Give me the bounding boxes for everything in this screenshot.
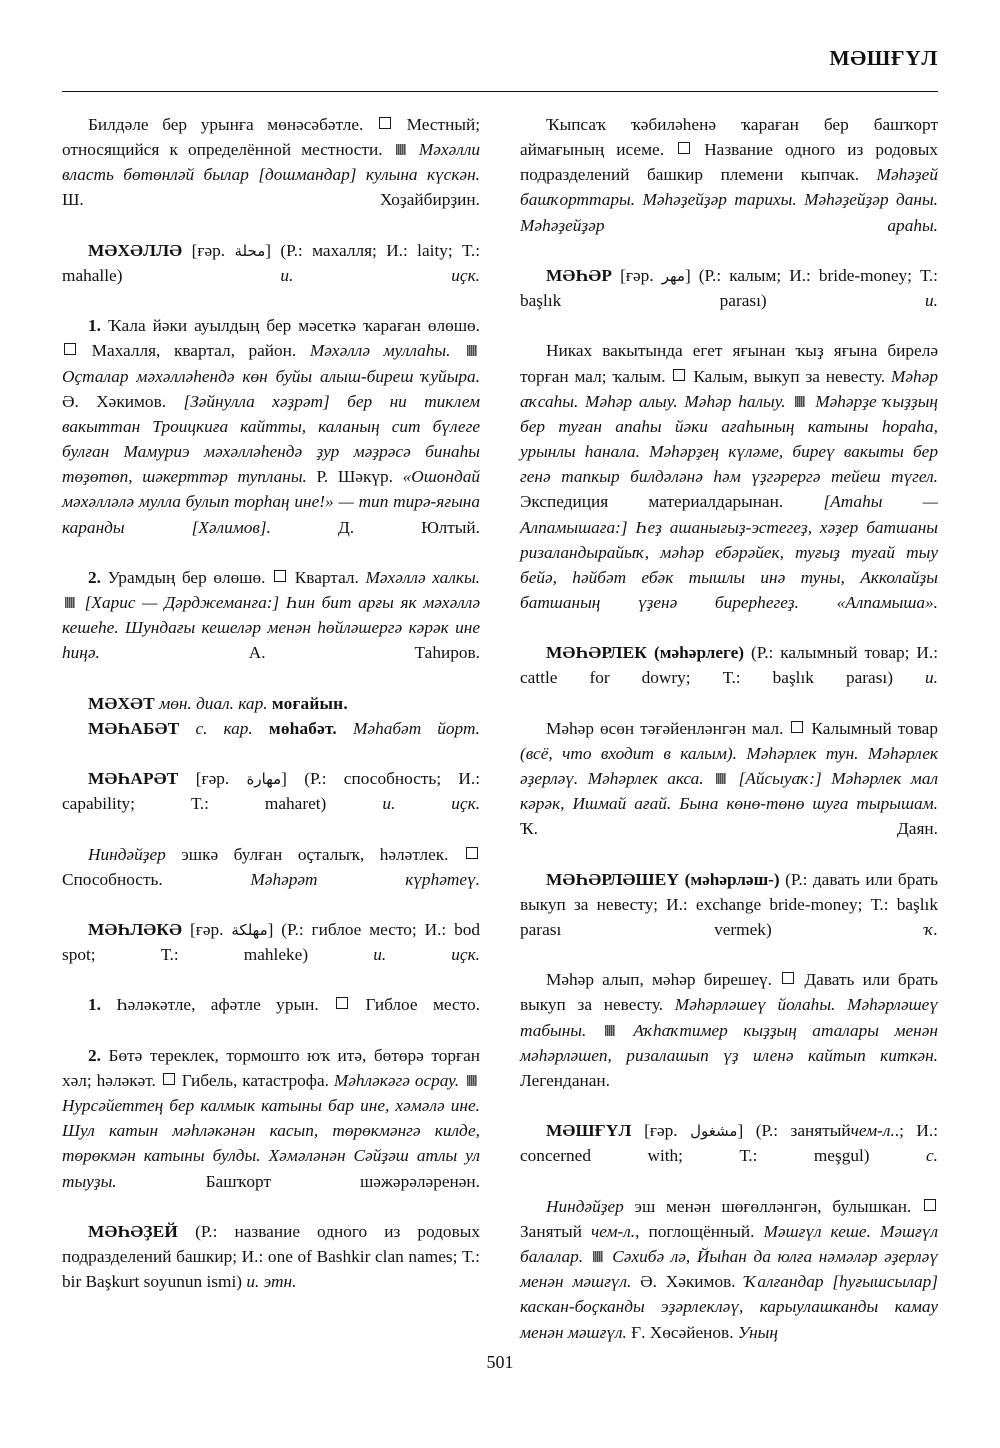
- entry-labels: мөн. диал. кар.: [159, 693, 268, 713]
- entry-mehabet: [62, 716, 480, 766]
- entry-labels: с. кар.: [195, 718, 253, 738]
- sense-definition: Бөтә тереклек, тормошто юҡ итә, бөтөрә торған хәл; һәләкәт.: [62, 1045, 481, 1090]
- sense-example: Мәхәллә халкы.: [365, 567, 480, 587]
- entry-example: Мәһабәт йорт.: [353, 718, 480, 738]
- equivalents-italic-note: чем-л.: [850, 1121, 895, 1141]
- citation-source: Д. Юлтый.: [337, 517, 480, 537]
- headword: МӘХӘЛЛӘ: [88, 240, 183, 260]
- open-square-marker-icon: [274, 570, 286, 582]
- definition-text: эш менән шөғөлләнгән, булышкан.: [634, 1196, 912, 1216]
- sense-gloss-ru: Гибель, катастрофа.: [181, 1070, 329, 1090]
- headword: МӘҺӘРЛЕК: [546, 643, 648, 663]
- citation-source: Р. Шәкүр.: [316, 467, 393, 487]
- grammar-label: и. этн.: [246, 1272, 297, 1292]
- grammar-label: с.: [926, 1146, 938, 1166]
- citation-text: Оҫталар мәхәлләһендә көн буйы алыш-биреш ҡуйыра.: [62, 366, 480, 386]
- headword: МӘҺӘҘЕЙ: [88, 1221, 179, 1241]
- entry-meherleshew-head: [520, 867, 938, 968]
- citation-text: «Ошондай мәхәлләлә мулла булып торһаң ине!» — тип тирә-яғына каранды [Хәлимов].: [62, 467, 480, 537]
- etym-arabic: محلة: [234, 241, 266, 260]
- entry-examples: Мәһәр аҡсаһы. Мәһәр алыу. Мәһәр һалыу.: [520, 366, 938, 411]
- citation-text: [Зәйнулла хәҙрәт] бер ни тиклем вакыттан Троицкиға кайтты, каланың сит бүлеге булған Мамуриэ мәхәлләһендә ҙур мәҙрәсә бинаһы төҙөтөп, шәкерттәр тупланы.: [62, 391, 480, 487]
- equivalents-post: .; И.: concerned with; Т.: meşgul): [520, 1121, 938, 1166]
- citation-source: «Алпамыша».: [836, 592, 938, 612]
- grammar-label: и. иҫк.: [280, 265, 480, 285]
- filled-square-marker-icon: [396, 144, 406, 155]
- filled-square-marker-icon: [605, 1025, 615, 1036]
- running-head: [62, 48, 938, 100]
- entry-meharet-body: [62, 842, 480, 917]
- left-column: [62, 112, 480, 1345]
- continued-citation: Мәхәлли власть бөтөнләй былар [дошмандар] кулына күскән.: [62, 140, 480, 185]
- open-square-marker-icon: [924, 1199, 936, 1211]
- gloss-ru: Калым, выкуп за невесту.: [693, 366, 886, 386]
- filled-square-marker-icon: [65, 597, 75, 608]
- citation-text: Мәһәрҙе ҡыҙҙың бер туған апаһы йәки ағаһының катыны һораһа, урынлы һанала. Мәһәрҙең күләме, биреү вакыты бер генә тапкыр билдәләнә һәм үҙгәрергә тейеш түгел.: [520, 391, 938, 487]
- citation-source: Ә. Хәкимов.: [62, 391, 167, 411]
- etym-arabic: مهر: [661, 266, 685, 285]
- sense-1-mexelle: [62, 313, 480, 565]
- citation-text-continued: Уның: [737, 1322, 778, 1342]
- filled-square-marker-icon: [795, 396, 805, 407]
- entry-meshgul-head: МӘШҒҮЛ [ғәр. مشغول] (Р.: занятыйчем-л..; И.: concerned with; Т.: meşgul) с.: [520, 1121, 938, 1166]
- headword: МӘХӘТ: [88, 693, 155, 713]
- sense-gloss-ru: Квартал.: [294, 567, 359, 587]
- cross-reference: мөһабәт.: [268, 718, 337, 738]
- sense-2-mehleke: [62, 1043, 480, 1219]
- open-square-marker-icon: [791, 721, 803, 733]
- gloss-ru-post: , поглощённый.: [635, 1221, 755, 1241]
- open-square-marker-icon: [673, 369, 685, 381]
- equivalents: (Р.: калым; И.: bride-money; Т.: başlık parası): [520, 265, 938, 311]
- entry-meshgul-body: [520, 1194, 938, 1345]
- filled-square-marker-icon: [593, 1251, 603, 1262]
- sense-2-mexelle: [62, 565, 480, 691]
- citation-text: [Атаһы — Алпамышаға:] Һеҙ ашанығыҙ-эстегеҙ, хәҙер батшаны ризаландырайыҡ, мәһәр ебәрәйек, туғыҙ туғай тыу бейә, һәйбәт ебәк тышлы инә туны, Акколайҙы батшаның үҙенә бирерһегеҙ.: [520, 492, 938, 612]
- grammar-label: и. иҫк.: [382, 794, 481, 814]
- citation-source: Легенданан.: [520, 1070, 611, 1090]
- header-divider: [62, 91, 938, 92]
- headword: МӘШҒҮЛ: [546, 1121, 632, 1141]
- headword: МӘҺӘР: [546, 265, 613, 285]
- citation-text: [Харис — Дәрджеманға:] Һин бит арғы як мәхәллә кешеһе. Шундағы кешеләр менән һөйләшергә кәрәк ине һиңә.: [62, 592, 480, 663]
- etym-language: ғәр.: [195, 920, 224, 939]
- etym-language: ғәр.: [649, 1121, 678, 1141]
- page-number: 501: [486, 1352, 514, 1372]
- entry-meher-head: МӘҺӘР [ғәр. مهر] (Р.: калым; И.: bride-money; Т.: başlık parası) и.: [520, 265, 938, 311]
- entry-meher-body: [520, 338, 938, 640]
- open-square-marker-icon: [782, 972, 794, 984]
- entry-mexet: [62, 691, 480, 716]
- sense-definition: Урамдың бер өлөшө.: [107, 567, 266, 587]
- entry-meherleshew-body: [520, 967, 938, 1118]
- headword: МӘҺАБӘТ: [88, 718, 180, 738]
- equivalents: (Р.: калымный товар; И.: cattle for dowry; Т.: başlık parası): [520, 643, 939, 688]
- equivalents: (Р.: название одного из родовых подразделений башкир; И.: one of Bashkir clan names; Т.: bir Başkurt soyunun ismi): [62, 1221, 480, 1292]
- entry-example: Мәһәрәт күрһәтеү.: [250, 869, 480, 889]
- citation-source: Ҡ. Даян.: [520, 819, 938, 839]
- sense-example: Мәһләкәгә осрау.: [333, 1070, 460, 1090]
- sense-number: 1.: [88, 316, 101, 336]
- headword: МӘҺАРӘТ: [88, 769, 179, 789]
- equivalents: (Р.: махалля; И.: laity; Т.: mahalle): [62, 240, 481, 285]
- entry-mexelle-head: МӘХӘЛЛӘ [ғәр. محلة] (Р.: махалля; И.: laity; Т.: mahalle) и. иҫк.: [62, 240, 481, 285]
- citation-source: Экспедиция материалдарынан.: [520, 492, 784, 512]
- filled-square-marker-icon: [467, 1075, 477, 1086]
- filled-square-marker-icon: [467, 345, 477, 356]
- citation-text: Нурсәйеттең бер калмык катыны бар ине, хәмәлә ине. Шул катын мәһләкәнән касып, төрөкмәнгә килде, төрөкмән катыны булды. Хәмәләнән Сәйҙәш атлы ул тыуҙы.: [62, 1096, 480, 1191]
- continued-entry-left: [62, 112, 480, 238]
- continued-gloss-ru: Название одного из родовых подразделений башкир племени кыпчак.: [520, 140, 938, 185]
- gloss-ru-italic-note: чем-л.: [590, 1221, 636, 1241]
- equivalents: (Р.: способность; И.: capability; Т.: maharet): [62, 769, 480, 814]
- citation-source: Ғ. Хөсәйенов.: [631, 1322, 734, 1342]
- continued-definition: Ҡыпсаҡ ҡәбиләһенә ҡараған бер башҡорт аймағының исеме.: [520, 115, 938, 160]
- open-square-marker-icon: [678, 142, 690, 154]
- open-square-marker-icon: [466, 847, 478, 859]
- sense-definition: Һәләкәтле, афәтле урын.: [116, 995, 319, 1015]
- grammar-label: и.: [925, 668, 938, 688]
- equivalents: (Р.: давать или брать выкуп за невесту; И.: exchange bride-money; Т.: başlık parası vermek): [520, 869, 938, 939]
- sense-number: 2.: [88, 1045, 101, 1065]
- citation-text: [Айсыуаҡ:] Мәһәрлек мал кәрәк, Ишмай ағай. Бына көнө-төнө шуға тырышам.: [520, 769, 939, 814]
- definition-text: Мәһәр өсөн тәғәйенләнгән мал.: [546, 718, 784, 738]
- entry-meherlek-head: [520, 640, 938, 715]
- continued-examples: Мәһәҙей башҡорттары. Мәһәҙейҙәр тарихы. Мәһәҙейҙәр даны. Мәһәҙейҙәр араһы.: [520, 165, 938, 235]
- sense-number: 2.: [88, 567, 101, 587]
- gloss-ru: Калымный товар: [811, 718, 938, 738]
- gloss-ru: Давать или брать выкуп за невесту.: [520, 970, 938, 1015]
- entry-examples: Мәһәрләшеү йолаһы. Мәһәрләшеү табыны.: [520, 995, 938, 1040]
- cross-reference: моғайын.: [271, 693, 348, 713]
- column-container: [62, 112, 938, 1345]
- sense-definition: Ҡала йәки ауылдың бер мәсеткә ҡараған өлөшө.: [107, 316, 480, 336]
- open-square-marker-icon: [379, 117, 391, 129]
- headword-variant-form: (мәһәрлеге): [653, 643, 745, 663]
- equivalents: (Р.: гиблое место; И.: bod spot; Т.: mahleke): [62, 920, 481, 965]
- citation-source: Башҡорт шәжәрәләренән.: [205, 1171, 480, 1191]
- sense-gloss-ru: Гиблое место.: [365, 995, 480, 1015]
- headword: МӘҺЛӘКӘ: [88, 920, 183, 939]
- running-head-title: МӘШҒҮЛ: [829, 46, 938, 70]
- right-column: [520, 112, 938, 1345]
- entry-meherlek-body: [520, 716, 938, 867]
- grammar-label: и.: [925, 291, 938, 311]
- entry-examples: Мәһәрлек тун. Мәһәрлек әҙерләү. Мәһәрлек акса.: [520, 743, 938, 789]
- sense-1-mehleke: [62, 992, 480, 1042]
- filled-square-marker-icon: [716, 773, 726, 784]
- continued-definition: Билдәле бер урынға мөнәсәбәтле.: [88, 115, 364, 134]
- citation-source: Ә. Хәкимов.: [640, 1272, 736, 1292]
- citation-text: Аҡһаҡтимер кыҙҙың аталары менән мәһәрләшеп, ризалашып үҙ иленә кайтып киткән.: [520, 1020, 938, 1065]
- citation-text: Ҡалғандар [һуғышсылар] каскан-боҫканды эҙәрлекләү, карыулашканды камау менән мәшғүл.: [520, 1272, 938, 1342]
- definition-lead: Ниндәйҙер: [546, 1196, 624, 1216]
- definition-text: Никах вакытында егет яғынан ҡыҙ яғына бирелә торған мал; ҡалым.: [520, 341, 938, 386]
- definition-lead: Ниндәйҙер: [88, 844, 166, 864]
- headword: МӘҺӘРЛӘШЕҮ: [546, 869, 680, 889]
- entry-meharet-head: МӘҺАРӘТ [ғәр. مهارة] (Р.: способность; И.: capability; Т.: maharet) и. иҫк.: [62, 769, 481, 814]
- sense-example: Мәхәллә муллаһы.: [309, 341, 451, 361]
- citation-text: Сәхибә лә, Йыһан да юлға нәмәләр әҙерләү менән мәшғүл.: [520, 1247, 938, 1292]
- sense-gloss-ru: Махалля, квартал, район.: [91, 341, 297, 361]
- etym-language: ғәр.: [197, 240, 226, 260]
- continued-gloss-ru: Местный; относящийся к определённой местности.: [62, 115, 480, 160]
- continued-entry-right: [520, 112, 938, 263]
- etym-language: ғәр.: [625, 265, 654, 285]
- open-square-marker-icon: [336, 997, 348, 1009]
- etym-language: ғәр.: [201, 769, 230, 789]
- entry-examples: Мәшғүл кеше. Мәшғүл балалар.: [520, 1221, 938, 1267]
- open-square-marker-icon: [64, 343, 76, 355]
- grammar-label: ҡ.: [924, 920, 938, 939]
- gloss-ru-pre: Занятый: [520, 1221, 582, 1241]
- equivalents-pre: (Р.: занятый: [755, 1121, 851, 1141]
- open-square-marker-icon: [163, 1073, 175, 1085]
- continued-citation-source: Ш. Хоҙайбирҙин.: [62, 190, 480, 210]
- citation-source: А. Таһиров.: [248, 643, 480, 663]
- etym-arabic: مهلكة: [231, 921, 268, 939]
- entry-mehedey-head: [62, 1219, 480, 1294]
- etym-arabic: مشغول: [690, 1122, 738, 1141]
- grammar-label: и. иҫк.: [373, 945, 480, 965]
- headword-variant-form: (мәһәрләш-): [684, 869, 780, 889]
- sense-number: 1.: [88, 995, 101, 1015]
- definition-text: Мәһәр алып, мәһәр бирешеү.: [546, 970, 772, 990]
- gloss-ru: Способность.: [62, 869, 163, 889]
- entry-mehleke-head: МӘҺЛӘКӘ [ғәр. مهلكة] (Р.: гиблое место; И.: bod spot; Т.: mahleke) и. иҫк.: [62, 920, 481, 965]
- gloss-ru-parenthetical: (всё, что входит в калым).: [520, 743, 737, 763]
- etym-arabic: مهارة: [246, 770, 282, 789]
- definition-text: эшкә булған оҫталыҡ, һәләтлек.: [181, 844, 449, 864]
